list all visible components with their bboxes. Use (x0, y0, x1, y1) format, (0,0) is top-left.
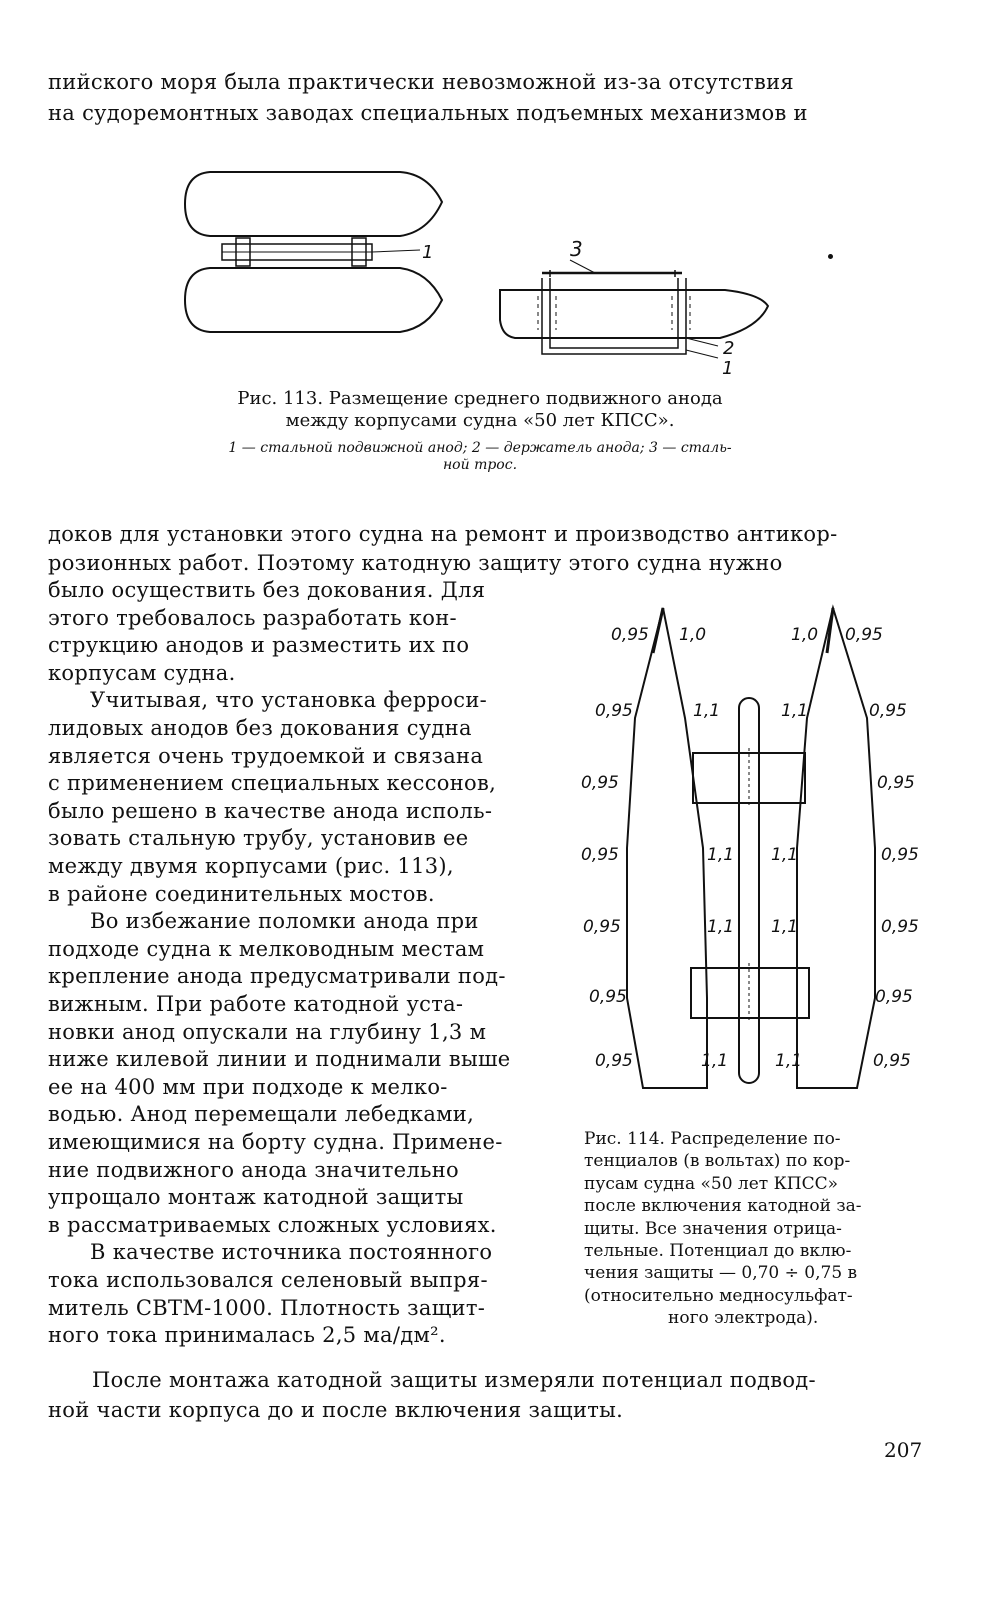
body-text-line (48, 101, 918, 125)
figure-114-caption-line: Рис. 114. Распределение по- (584, 1129, 841, 1149)
column-text-line: с применением специальных кессонов, (48, 771, 497, 796)
column-text-line: между двумя корпусами (рис. 113), (48, 854, 454, 878)
figure-114-caption-line: тельные. Потенциал до вклю- (584, 1241, 852, 1261)
potential: 1,1 (707, 917, 735, 937)
potential: 1,0 (679, 625, 707, 645)
potential: 0,95 (581, 773, 619, 793)
upper-hull (185, 172, 442, 236)
column-text-line: ниже килевой линии и поднимали выше (48, 1047, 511, 1072)
page-number: 207 (884, 1438, 923, 1462)
figure-114-caption-line: пусам судна «50 лет КПСС» (584, 1173, 838, 1194)
figure-113-drawing (170, 160, 830, 380)
label-3: 3 (570, 237, 583, 261)
figure-114-caption-line: тенциалов (в вольтах) по кор- (584, 1151, 851, 1172)
label-1: 1 (422, 242, 434, 263)
figure-114-caption-line: щиты. Все значения отрица- (584, 1218, 842, 1239)
body-text-line: ной части корпуса до и после включения защиты. (48, 1398, 624, 1422)
potential: 1,1 (701, 1051, 729, 1071)
stray-dot (828, 254, 833, 259)
column-text-line: водью. Анод перемещали лебедками, (48, 1102, 475, 1127)
potential: 0,95 (877, 773, 915, 793)
potential: 1,1 (771, 845, 799, 865)
lower-hull (185, 268, 442, 332)
column-text-line: ние подвижного анода значительно (48, 1157, 459, 1182)
potential: 0,95 (881, 845, 919, 865)
figure-113-legend-2: ной трос. (442, 457, 518, 473)
figure-114-drawing (575, 598, 935, 1118)
column-text-line: новки анод опускали на глубину 1,3 м (48, 1019, 487, 1044)
potential: 1,1 (693, 701, 721, 721)
column-text-line: имеющимися на борту судна. Примене- (48, 1130, 503, 1154)
column-text-line: тока использовался селеновый выпря- (48, 1268, 488, 1292)
potential: 0,95 (595, 1051, 633, 1071)
text-line: на судоремонтных заводах специальных подъемных механизмов и (48, 101, 808, 125)
potential: 0,95 (595, 701, 633, 721)
figure-114-caption-line: после включения катодной за- (584, 1196, 862, 1217)
potential: 0,95 (611, 625, 649, 645)
figure-113-caption: Рис. 113. Размещение среднего подвижного анода (237, 388, 723, 409)
figure-114-caption-line: ного электрода). (668, 1308, 819, 1329)
body-text-line: После монтажа катодной защиты измеряли потенциал подвод- (92, 1368, 816, 1392)
column-text-line: митель СВТМ-1000. Плотность защит- (48, 1295, 486, 1320)
body-text-line (48, 70, 918, 94)
potential: 1,1 (707, 845, 735, 865)
column-text-line: струкцию анодов и разместить их по (48, 633, 470, 658)
figure-114-caption-line: чения защиты — 0,70 ÷ 0,75 в (584, 1263, 858, 1284)
column-text-line: крепление анода предусматривали под- (48, 964, 506, 989)
potential: 0,95 (583, 917, 621, 937)
column-text-line: в рассматриваемых сложных условиях. (48, 1212, 497, 1237)
column-text-line: в районе соединительных мостов. (48, 881, 435, 906)
body-text-line: доков для установки этого судна на ремонт и производство антикор- (48, 522, 838, 546)
column-text-line: ного тока принималась 2,5 ма/дм². (48, 1323, 446, 1348)
column-text-line: было осуществить без докования. Для (48, 578, 486, 602)
potential: 0,95 (869, 701, 907, 721)
potential: 0,95 (873, 1051, 911, 1071)
column-text-line: вижным. При работе катодной уста- (48, 992, 464, 1016)
column-text-line: корпусам судна. (48, 660, 236, 685)
body-text-line: розионных работ. Поэтому катодную защиту этого судна нужно (48, 551, 783, 575)
column-text-line: подходе судна к мелководным местам (48, 936, 485, 961)
left-hull (627, 608, 707, 1088)
column-text-line: упрощало монтаж катодной защиты (48, 1185, 464, 1210)
potential: 1,1 (771, 917, 799, 937)
label-1b: 1 (722, 358, 734, 379)
column-text-line: В качестве источника постоянного (90, 1240, 493, 1265)
label-2: 2 (723, 338, 735, 359)
column-text-line: ее на 400 мм при подходе к мелко- (48, 1074, 448, 1099)
column-text-line: было решено в качестве анода исполь- (48, 798, 493, 823)
potential: 1,1 (775, 1051, 803, 1071)
potential: 0,95 (875, 987, 913, 1007)
potential: 0,95 (589, 987, 627, 1007)
figure-114-caption-line: (относительно медносульфат- (584, 1285, 853, 1306)
figure-113-caption-2: между корпусами судна «50 лет КПСС». (285, 410, 675, 431)
potential: 0,95 (581, 845, 619, 865)
potential: 1,0 (791, 625, 819, 645)
column-text-line: Учитывая, что установка ферроси- (90, 688, 488, 713)
column-text-line: Во избежание поломки анода при (90, 909, 479, 934)
potential: 0,95 (845, 625, 883, 645)
figure-113-legend: 1 — стальной подвижной анод; 2 — держатель анода; 3 — сталь- (228, 440, 732, 456)
potential: 0,95 (881, 917, 919, 937)
text-line: пийского моря была практически невозможной из-за отсутствия (48, 70, 794, 94)
side-view-hull (500, 290, 768, 338)
column-text-line: лидовых анодов без докования судна (48, 716, 472, 740)
bridge-2 (691, 968, 809, 1018)
potential: 1,1 (781, 701, 809, 721)
column-text-line: зовать стальную трубу, установив ее (48, 826, 469, 851)
column-text-line: этого требовалось разработать кон- (48, 605, 457, 630)
column-text-line: является очень трудоемкой и связана (48, 743, 484, 768)
